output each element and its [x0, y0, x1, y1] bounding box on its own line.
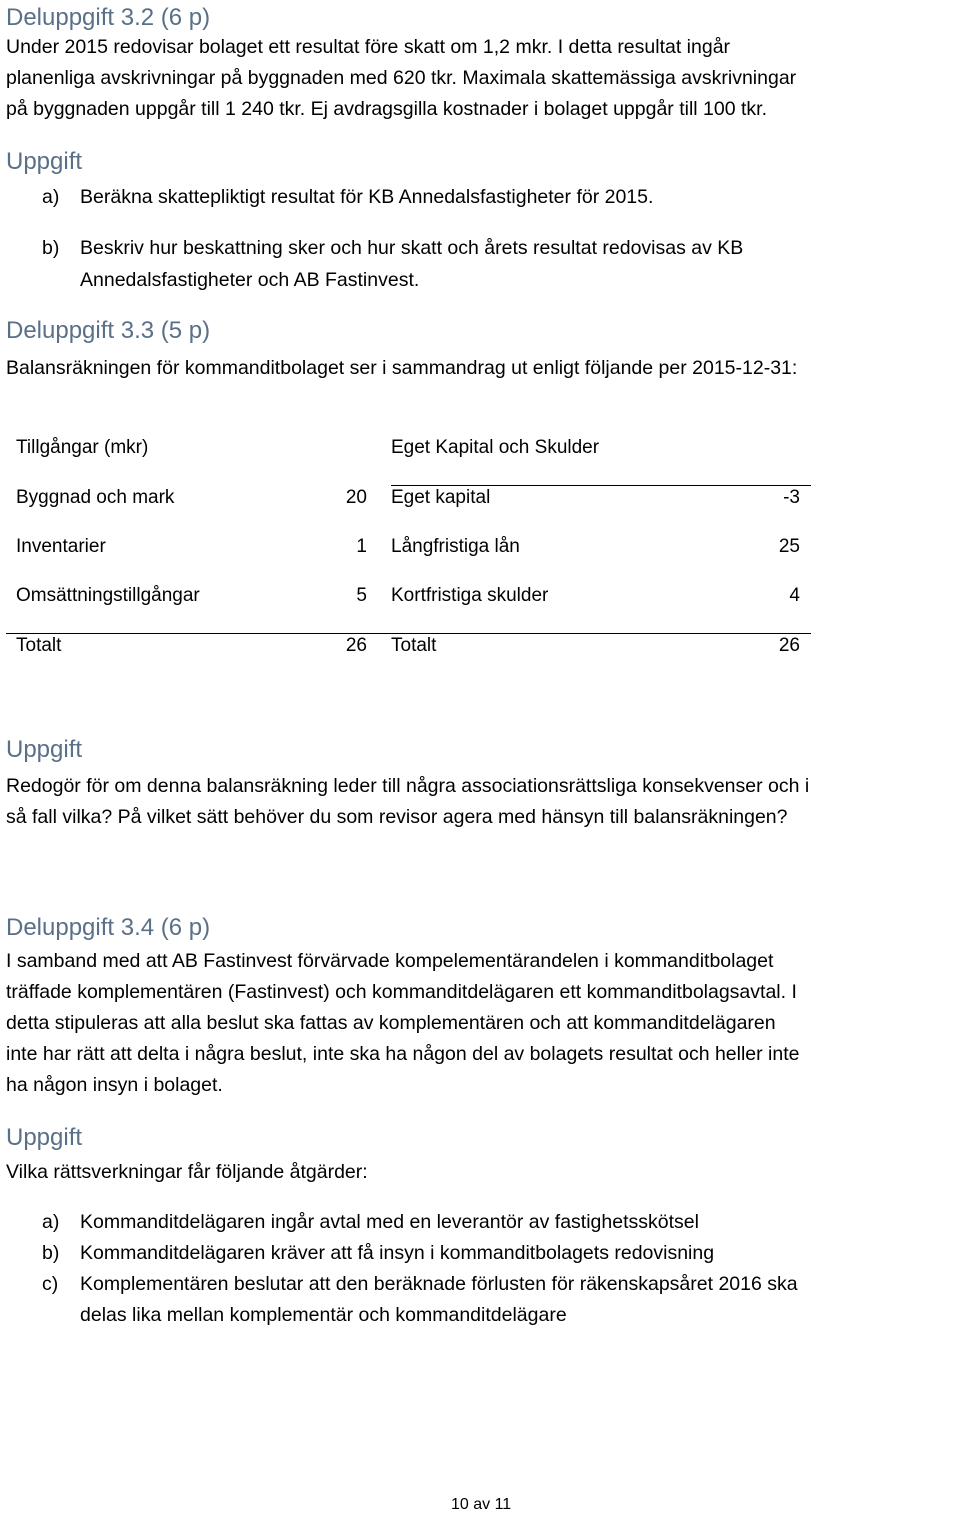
paragraph-line: ha någon insyn i bolaget.: [6, 1074, 223, 1096]
section-3-3-heading: Deluppgift 3.3 (5 p): [6, 317, 211, 344]
task-item-text-continued: delas lika mellan komplementär och kommanditdelägare: [80, 1304, 567, 1326]
total-divider: [6, 633, 811, 634]
asset-value: 5: [356, 585, 367, 606]
section-3-4-heading: Deluppgift 3.4 (6 p): [6, 914, 211, 941]
task-item-text: Beskriv hur beskattning sker och hur skatt och årets resultat redovisas av KB: [80, 237, 744, 259]
assets-header: Tillgångar (mkr): [16, 437, 149, 458]
paragraph-line: så fall vilka? På vilket sätt behöver du som revisor agera med hänsyn till balansräkningen?: [6, 806, 788, 828]
paragraph-line: på byggnaden uppgår till 1 240 tkr. Ej avdragsgilla kostnader i bolaget uppgår till 100 tkr.: [6, 98, 767, 120]
paragraph-line: detta stipuleras att alla beslut ska fattas av komplementären och att kommanditdelägaren: [6, 1012, 776, 1034]
task-item-label: b): [42, 1242, 60, 1264]
section-3-4-task-heading: Uppgift: [6, 1124, 83, 1151]
liabilities-total-label: Totalt: [391, 635, 437, 656]
liability-label: Kortfristiga skulder: [391, 585, 549, 606]
paragraph-line: Under 2015 redovisar bolaget ett resultat före skatt om 1,2 mkr. I detta resultat ingår: [6, 36, 731, 58]
asset-label: Omsättningstillgångar: [16, 585, 200, 606]
section-3-4-task-intro: Vilka rättsverkningar får följande åtgärder:: [6, 1161, 368, 1183]
task-item-label: b): [42, 237, 60, 259]
section-3-4-paragraph: [6, 946, 800, 1101]
task-item-text: Komplementären beslutar att den beräknade förlusten för räkenskapsåret 2016 ska: [80, 1273, 798, 1295]
task-item-text: Kommanditdelägaren kräver att få insyn i kommanditbolagets redovisning: [80, 1242, 715, 1264]
paragraph-line: inte har rätt att delta i några beslut, inte ska ha någon del av bolagets resultat och heller inte: [6, 1043, 800, 1065]
section-3-2-heading: Deluppgift 3.2 (6 p): [6, 4, 211, 31]
asset-value: 1: [356, 536, 367, 557]
task-item-label: a): [42, 186, 60, 208]
paragraph-line: planenliga avskrivningar på byggnaden med 620 tkr. Maximala skattemässiga avskrivningar: [6, 67, 797, 89]
page-number: 10 av 11: [451, 1496, 512, 1513]
paragraph-line: träffade komplementären (Fastinvest) och kommanditdelägaren ett kommanditbolagsavtal. I: [6, 981, 797, 1003]
liability-label: Eget kapital: [391, 487, 491, 508]
task-item-text: Kommanditdelägaren ingår avtal med en leverantör av fastighetsskötsel: [80, 1211, 699, 1233]
asset-label: Byggnad och mark: [16, 487, 175, 508]
paragraph-line: Redogör för om denna balansräkning leder till några associationsrättsliga konsekvenser och i: [6, 775, 810, 797]
paragraph-line: I samband med att AB Fastinvest förvärvade kompelementärandelen i kommanditbolaget: [6, 950, 774, 972]
liabilities-total-value: 26: [778, 635, 800, 656]
section-3-2-paragraph: [6, 32, 796, 125]
liabilities-header: Eget Kapital och Skulder: [391, 437, 600, 458]
section-3-2-task-heading: Uppgift: [6, 148, 83, 175]
asset-value: 20: [345, 487, 367, 508]
section-3-3-intro: Balansräkningen för kommanditbolaget ser i sammandrag ut enligt följande per 2015-12-31:: [6, 357, 798, 379]
assets-total-label: Totalt: [16, 635, 62, 656]
task-item-label: c): [42, 1273, 59, 1295]
section-3-3-task-text: [6, 771, 809, 833]
header-divider: [391, 485, 811, 486]
liability-value: 25: [778, 536, 800, 557]
assets-total-value: 26: [345, 635, 367, 656]
task-item-text: Beräkna skattepliktigt resultat för KB Annedalsfastigheter för 2015.: [80, 186, 654, 208]
task-item-label: a): [42, 1211, 60, 1233]
task-item-text-continued: Annedalsfastigheter och AB Fastinvest.: [80, 269, 420, 291]
liability-value: 4: [789, 585, 800, 606]
liability-value: -3: [783, 487, 800, 508]
section-3-3-task-heading: Uppgift: [6, 736, 83, 763]
asset-label: Inventarier: [16, 536, 106, 557]
liability-label: Långfristiga lån: [391, 536, 520, 557]
